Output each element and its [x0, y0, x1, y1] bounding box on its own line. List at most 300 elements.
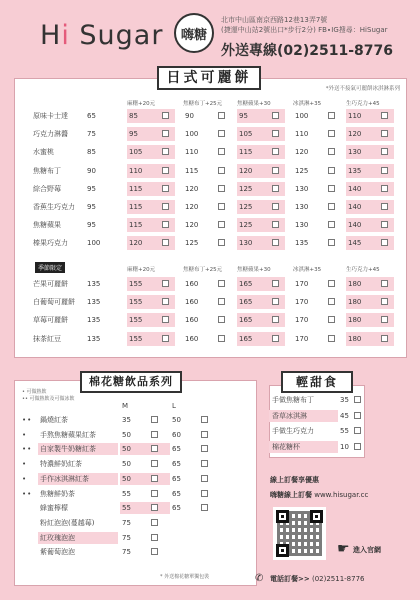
order-checkbox[interactable] — [381, 335, 388, 342]
order-checkbox[interactable] — [272, 203, 279, 210]
phone-order[interactable]: 電話訂餐>> (02)2511-8776 — [270, 575, 365, 583]
crepe-option-price: 110 — [348, 112, 362, 120]
order-checkbox[interactable] — [328, 239, 335, 246]
crepe-option-price: 115 — [129, 184, 143, 193]
crepe-option-cell — [237, 295, 285, 309]
crepe-menu-panel — [14, 78, 407, 358]
crepe-option-cell — [346, 277, 394, 291]
order-checkbox[interactable] — [218, 316, 225, 323]
order-checkbox[interactable] — [381, 130, 388, 137]
order-checkbox[interactable] — [201, 490, 208, 497]
crepe-option-cell — [237, 164, 285, 178]
order-checkbox[interactable] — [201, 504, 208, 511]
crepe-option-price: 95 — [129, 130, 138, 139]
order-checkbox[interactable] — [328, 167, 335, 174]
crepe-option-price: 85 — [129, 112, 138, 120]
dessert-price: 45 — [340, 411, 349, 420]
crepe-row — [15, 145, 408, 159]
order-checkbox[interactable] — [328, 148, 335, 155]
crepe-option-price: 120 — [185, 221, 199, 230]
drink-price: 65 — [172, 474, 181, 483]
online-order-promo: 線上訂餐享優惠 — [270, 476, 319, 484]
order-checkbox[interactable] — [272, 130, 279, 137]
crepe-option-cell — [293, 164, 341, 178]
crepe-base-price: 65 — [87, 112, 96, 120]
crepe-name: 原味卡士達 — [33, 112, 68, 120]
crepe-option-price: 90 — [185, 112, 194, 120]
drink-name: 蜂蜜檸檬 — [40, 504, 68, 513]
crepe-row — [15, 164, 408, 178]
order-checkbox[interactable] — [272, 221, 279, 228]
online-order-link[interactable]: 嗨糖線上訂餐 www.hisugar.cc — [270, 491, 369, 499]
order-checkbox[interactable] — [218, 298, 225, 305]
temperature-dots: • — [22, 430, 28, 439]
crepe-option-cell — [183, 332, 231, 346]
temperature-dots: •• — [22, 445, 33, 454]
drink-price-cell — [170, 429, 220, 441]
crepe-option-price: 110 — [129, 166, 143, 175]
crepe-option-price: 115 — [185, 166, 199, 175]
order-checkbox[interactable] — [218, 203, 225, 210]
crepe-name: 白葡萄可麗餅 — [33, 298, 75, 307]
drink-price-cell — [120, 414, 170, 426]
order-checkbox[interactable] — [162, 239, 169, 246]
order-checkbox[interactable] — [162, 112, 169, 119]
crepe-option-price: 180 — [348, 316, 362, 325]
order-checkbox[interactable] — [218, 112, 225, 119]
drink-price-cell — [170, 488, 220, 500]
drink-price: 50 — [122, 474, 131, 483]
crepe-option-cell — [237, 332, 285, 346]
order-checkbox[interactable] — [151, 475, 158, 482]
order-checkbox[interactable] — [272, 316, 279, 323]
crepe-option-price: 160 — [185, 316, 199, 325]
crepe-option-cell — [346, 200, 394, 214]
order-checkbox[interactable] — [151, 431, 158, 438]
crepe-option-price: 155 — [129, 334, 143, 343]
crepe-column-header: 冰淇淋+35 — [293, 101, 322, 107]
crepe-option-price: 100 — [185, 130, 199, 139]
address: 北市中山區南京西路12巷13弄7號 (捷運中山站2號出口*步行2分) FB∙IG搜尋：HiSugar — [221, 16, 388, 34]
order-checkbox[interactable] — [272, 148, 279, 155]
crepe-option-price: 145 — [348, 239, 362, 248]
crepe-option-price: 95 — [239, 112, 248, 120]
crepe-option-cell — [127, 200, 175, 214]
order-checkbox[interactable] — [328, 298, 335, 305]
crepe-option-price: 165 — [239, 280, 253, 288]
crepe-name: 抹茶紅豆 — [33, 334, 61, 343]
order-checkbox[interactable] — [151, 534, 158, 541]
crepe-option-cell — [127, 295, 175, 309]
crepe-row — [15, 332, 408, 346]
crepe-option-price: 180 — [348, 334, 362, 343]
crepe-option-price: 180 — [348, 280, 362, 288]
crepe-option-cell — [127, 182, 175, 196]
crepe-option-cell — [293, 109, 341, 123]
order-checkbox[interactable] — [381, 221, 388, 228]
dessert-price-cell — [338, 410, 365, 422]
season-limited-tag: 季節限定 — [35, 262, 65, 273]
order-checkbox[interactable] — [328, 280, 335, 287]
size-m-label: M — [122, 402, 129, 410]
crepe-option-price: 130 — [295, 203, 309, 211]
crepe-option-price: 130 — [295, 221, 309, 230]
crepe-option-cell — [293, 313, 341, 327]
dessert-price: 10 — [340, 442, 349, 451]
crepe-option-price: 120 — [348, 130, 362, 139]
crepe-option-price: 130 — [239, 239, 253, 248]
order-checkbox[interactable] — [162, 221, 169, 228]
crepe-option-price: 105 — [129, 148, 143, 157]
crepe-column-header: 麻糬+20元 — [127, 267, 156, 273]
phone-icon: ✆ — [255, 573, 264, 584]
crepe-option-price: 170 — [295, 334, 309, 343]
drink-price-cell — [170, 473, 220, 485]
crepe-option-cell — [127, 236, 175, 250]
order-checkbox[interactable] — [381, 280, 388, 287]
order-checkbox[interactable] — [381, 298, 388, 305]
crepe-base-price: 75 — [87, 130, 96, 139]
crepe-option-price: 135 — [295, 239, 309, 248]
crepe-option-cell — [183, 109, 231, 123]
crepe-option-price: 115 — [129, 203, 143, 211]
order-checkbox[interactable] — [151, 519, 158, 526]
crepe-name: 巧克力淋醬 — [33, 130, 68, 139]
crepe-option-cell — [293, 145, 341, 159]
order-checkbox[interactable] — [272, 298, 279, 305]
crepe-option-price: 115 — [239, 148, 253, 157]
order-checkbox[interactable] — [381, 239, 388, 246]
crepe-option-price: 160 — [185, 280, 199, 288]
crepe-option-price: 115 — [129, 221, 143, 230]
crepe-option-price: 170 — [295, 280, 309, 288]
crepe-row — [15, 313, 408, 327]
crepe-option-cell — [183, 313, 231, 327]
crepe-option-cell — [346, 236, 394, 250]
order-checkbox[interactable] — [218, 185, 225, 192]
order-checkbox[interactable] — [272, 185, 279, 192]
crepe-column-header: 生巧克力+45 — [346, 267, 380, 273]
crepe-base-price: 95 — [87, 184, 96, 193]
order-checkbox[interactable] — [328, 221, 335, 228]
crepe-name: 草莓可麗餅 — [33, 316, 68, 325]
drink-price-cell — [170, 414, 220, 426]
crepe-option-cell — [237, 109, 285, 123]
drink-price: 60 — [172, 430, 181, 439]
order-checkbox[interactable] — [151, 490, 158, 497]
crepe-option-price: 140 — [348, 221, 362, 230]
crepe-name: 焦糖布丁 — [33, 166, 61, 175]
crepe-column-header: 生巧克力+45 — [346, 101, 380, 107]
dessert-price: 55 — [340, 427, 349, 435]
crepe-base-price: 135 — [87, 316, 101, 325]
drink-price: 55 — [122, 489, 131, 498]
crepe-option-cell — [183, 127, 231, 141]
order-checkbox[interactable] — [354, 396, 361, 403]
crepe-row — [15, 182, 408, 196]
crepe-option-cell — [127, 277, 175, 291]
crepe-name: 榛果巧克力 — [33, 239, 68, 248]
crepe-row — [15, 127, 408, 141]
order-checkbox[interactable] — [151, 445, 158, 452]
crepe-base-price: 135 — [87, 280, 101, 288]
order-checkbox[interactable] — [381, 167, 388, 174]
temperature-dots: •• — [22, 489, 33, 498]
drink-price: 75 — [122, 548, 131, 557]
order-checkbox[interactable] — [151, 460, 158, 467]
order-checkbox[interactable] — [272, 280, 279, 287]
crepe-option-cell — [127, 313, 175, 327]
crepe-column-header: 焦糖蘋果+30 — [237, 101, 271, 107]
drink-price: 50 — [122, 445, 131, 454]
drink-name: 紅玫瑰泡泡 — [38, 532, 118, 544]
drink-legend: • 可做熱飲 •• 可做熱飲及可做冰飲 — [22, 389, 75, 402]
order-checkbox[interactable] — [272, 335, 279, 342]
drink-name: 紫葡萄泡泡 — [40, 548, 75, 557]
crepe-option-price: 120 — [129, 239, 143, 248]
crepe-option-cell — [127, 145, 175, 159]
crepe-row — [15, 236, 408, 250]
order-checkbox[interactable] — [354, 427, 361, 434]
crepe-option-price: 140 — [348, 184, 362, 193]
order-checkbox[interactable] — [201, 445, 208, 452]
order-checkbox[interactable] — [381, 203, 388, 210]
crepe-option-price: 135 — [348, 166, 362, 175]
crepe-option-price: 120 — [295, 148, 309, 157]
drink-price-cell — [120, 458, 170, 470]
order-checkbox[interactable] — [381, 316, 388, 323]
order-checkbox[interactable] — [218, 130, 225, 137]
drink-price-cell — [120, 473, 170, 485]
crepe-column-header: 麻糬+20元 — [127, 101, 156, 107]
crepe-option-price: 160 — [185, 334, 199, 343]
order-checkbox[interactable] — [381, 148, 388, 155]
order-checkbox[interactable] — [162, 280, 169, 287]
order-checkbox[interactable] — [272, 167, 279, 174]
crepe-option-cell — [237, 313, 285, 327]
crepe-base-price: 95 — [87, 203, 96, 211]
crepe-base-price: 85 — [87, 148, 96, 157]
crepe-option-cell — [183, 164, 231, 178]
drink-price: 65 — [172, 460, 181, 469]
crepe-base-price: 100 — [87, 239, 101, 248]
crepe-option-cell — [237, 236, 285, 250]
crepe-option-price: 125 — [185, 239, 199, 248]
crepe-option-cell — [293, 200, 341, 214]
order-checkbox[interactable] — [218, 167, 225, 174]
order-checkbox[interactable] — [201, 416, 208, 423]
order-checkbox[interactable] — [151, 548, 158, 555]
order-checkbox[interactable] — [162, 298, 169, 305]
crepe-option-cell — [127, 332, 175, 346]
crepe-base-price: 135 — [87, 334, 101, 343]
drink-price: 65 — [172, 504, 181, 513]
crepe-option-price: 125 — [295, 166, 309, 175]
crepe-option-cell — [293, 218, 341, 232]
qr-code[interactable] — [273, 507, 326, 560]
order-checkbox[interactable] — [328, 130, 335, 137]
order-checkbox[interactable] — [328, 335, 335, 342]
dessert-name: 香草冰淇淋 — [269, 410, 338, 422]
crepe-option-cell — [346, 182, 394, 196]
order-checkbox[interactable] — [218, 239, 225, 246]
pointing-hand-icon: ☛ — [337, 541, 350, 557]
order-checkbox[interactable] — [328, 185, 335, 192]
order-checkbox[interactable] — [218, 148, 225, 155]
enter-site-link[interactable]: 進入官網 — [353, 546, 381, 554]
crepe-option-price: 130 — [295, 184, 309, 193]
crepe-option-price: 125 — [239, 184, 253, 193]
order-checkbox[interactable] — [201, 475, 208, 482]
drink-price-cell — [170, 443, 220, 455]
crepe-option-cell — [293, 236, 341, 250]
order-checkbox[interactable] — [328, 316, 335, 323]
crepe-option-cell — [237, 200, 285, 214]
temperature-dots: • — [22, 460, 28, 469]
drink-price: 35 — [122, 416, 131, 424]
drink-price-cell — [120, 488, 170, 500]
crepe-option-cell — [346, 145, 394, 159]
order-checkbox[interactable] — [354, 412, 361, 419]
order-checkbox[interactable] — [162, 185, 169, 192]
dessert-price-cell — [338, 441, 365, 453]
order-checkbox[interactable] — [162, 130, 169, 137]
crepe-option-price: 120 — [185, 184, 199, 193]
crepe-column-header: 冰淇淋+35 — [293, 267, 322, 273]
order-checkbox[interactable] — [162, 148, 169, 155]
temperature-dots: •• — [22, 416, 33, 424]
dessert-name: 手做焦糖布丁 — [272, 396, 314, 404]
drink-price: 75 — [122, 518, 131, 527]
crepe-option-price: 130 — [348, 148, 362, 157]
crepe-option-cell — [346, 164, 394, 178]
crepe-option-cell — [183, 182, 231, 196]
drink-price: 55 — [122, 504, 131, 513]
crepe-name: 芒果可麗餅 — [33, 280, 68, 288]
size-l-label: L — [172, 402, 176, 410]
order-checkbox[interactable] — [354, 443, 361, 450]
crepe-option-cell — [183, 295, 231, 309]
crepe-option-cell — [293, 277, 341, 291]
dessert-price: 35 — [340, 396, 349, 404]
crepe-column-header: 焦糖布丁+25元 — [183, 267, 223, 273]
drink-footnote: * 外送棉花糖單獨包裝 — [160, 574, 210, 580]
delivery-phone: 外送專線(02)2511-8776 — [221, 43, 394, 59]
crepe-option-price: 155 — [129, 316, 143, 325]
crepe-row — [15, 200, 408, 214]
crepe-option-cell — [183, 145, 231, 159]
order-checkbox[interactable] — [218, 280, 225, 287]
order-checkbox[interactable] — [218, 335, 225, 342]
crepe-option-price: 165 — [239, 316, 253, 325]
order-checkbox[interactable] — [272, 239, 279, 246]
crepe-option-price: 110 — [295, 130, 309, 139]
crepe-column-header: 焦糖蘋果+30 — [237, 267, 271, 273]
crepe-option-price: 155 — [129, 280, 143, 288]
drink-price: 75 — [122, 533, 131, 542]
drink-price-cell — [120, 443, 170, 455]
order-checkbox[interactable] — [328, 112, 335, 119]
crepe-option-cell — [237, 145, 285, 159]
crepe-base-price: 95 — [87, 221, 96, 230]
crepe-option-cell — [127, 109, 175, 123]
drink-name: 鍋燒紅茶 — [40, 416, 68, 424]
drink-price-cell — [120, 502, 170, 514]
crepe-option-cell — [346, 313, 394, 327]
order-checkbox[interactable] — [162, 203, 169, 210]
temperature-dots: • — [22, 474, 28, 483]
drink-name: 手作冰淇淋紅茶 — [38, 473, 118, 485]
dessert-name: 手做生巧克力 — [272, 427, 314, 435]
drink-name: 自家製牛奶糖紅茶 — [38, 443, 118, 455]
order-checkbox[interactable] — [201, 431, 208, 438]
drink-price: 65 — [172, 445, 181, 454]
drink-price: 50 — [172, 416, 181, 424]
crepe-option-cell — [346, 295, 394, 309]
crepe-option-price: 120 — [185, 203, 199, 211]
drink-price: 65 — [172, 489, 181, 498]
crepe-option-cell — [237, 277, 285, 291]
brand-badge: 嗨糖 — [174, 13, 214, 53]
crepe-row — [15, 277, 408, 291]
order-checkbox[interactable] — [328, 203, 335, 210]
crepe-row — [15, 109, 408, 123]
crepe-option-cell — [127, 164, 175, 178]
drink-name: 手熬焦糖蘋果紅茶 — [40, 430, 96, 439]
crepe-option-price: 125 — [239, 203, 253, 211]
order-checkbox[interactable] — [151, 504, 158, 511]
crepe-option-price: 160 — [185, 298, 199, 307]
order-checkbox[interactable] — [151, 416, 158, 423]
drink-price-cell — [170, 502, 220, 514]
drink-section-title: 棉花糖飲品系列 — [80, 371, 182, 393]
dessert-price-cell — [338, 425, 365, 437]
crepe-option-cell — [293, 127, 341, 141]
drink-price-cell — [120, 532, 170, 544]
drink-name: 特濃鮮奶紅茶 — [40, 460, 82, 469]
order-checkbox[interactable] — [162, 316, 169, 323]
crepe-option-price: 105 — [239, 130, 253, 139]
crepe-option-cell — [183, 277, 231, 291]
drink-price-cell — [170, 458, 220, 470]
order-checkbox[interactable] — [272, 112, 279, 119]
crepe-option-price: 165 — [239, 334, 253, 343]
order-checkbox[interactable] — [162, 335, 169, 342]
crepe-option-cell — [237, 127, 285, 141]
order-checkbox[interactable] — [218, 221, 225, 228]
crepe-name: 香蕉生巧克力 — [33, 203, 75, 211]
order-checkbox[interactable] — [201, 460, 208, 467]
order-checkbox[interactable] — [381, 185, 388, 192]
order-checkbox[interactable] — [162, 167, 169, 174]
crepe-option-price: 180 — [348, 298, 362, 307]
crepe-row — [15, 218, 408, 232]
dessert-section-title: 輕甜食 — [281, 371, 353, 393]
crepe-option-cell — [183, 218, 231, 232]
crepe-name: 焦糖蘋果 — [33, 221, 61, 230]
crepe-base-price: 90 — [87, 166, 96, 175]
crepe-note: *外送不接氣可麗餅冰淇淋系列 — [325, 86, 400, 92]
crepe-option-cell — [237, 182, 285, 196]
order-checkbox[interactable] — [381, 112, 388, 119]
crepe-column-header: 焦糖布丁+25元 — [183, 101, 223, 107]
crepe-option-price: 140 — [348, 203, 362, 211]
crepe-option-cell — [293, 295, 341, 309]
crepe-option-price: 170 — [295, 298, 309, 307]
crepe-option-cell — [346, 109, 394, 123]
crepe-option-cell — [127, 127, 175, 141]
drink-name: 粉紅泡泡(蔓越莓) — [40, 518, 95, 527]
